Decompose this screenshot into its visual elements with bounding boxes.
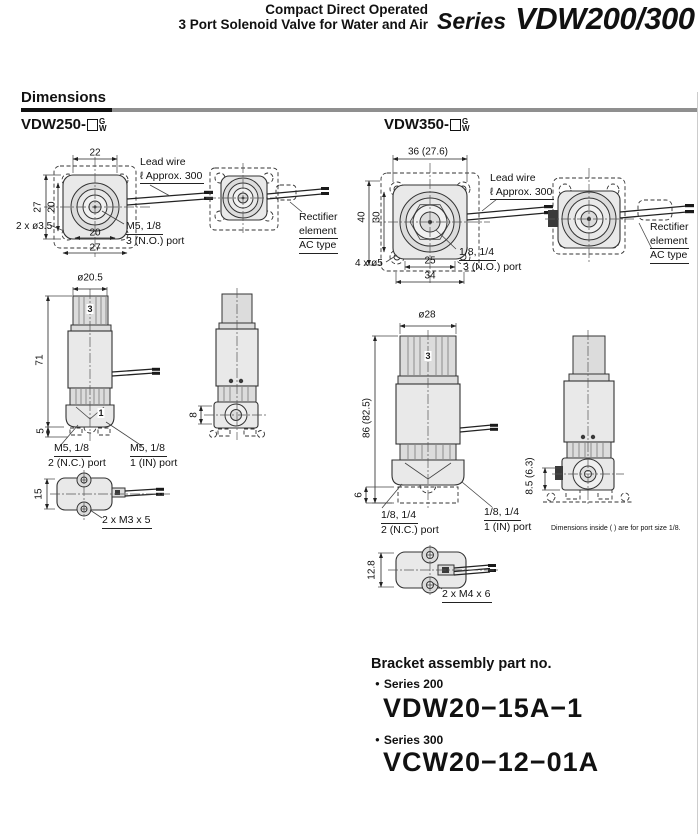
lead-wire-line2: ℓ Approx. 300 bbox=[140, 170, 204, 185]
vdw250-nc-port-label bbox=[48, 442, 106, 470]
in-thread: M5, 1/8 bbox=[130, 442, 167, 457]
vdw250-dim-bottom-height: 15 bbox=[33, 488, 45, 500]
vdw350-no-port-label bbox=[459, 246, 521, 274]
vdw250-bottom-view-drawing bbox=[44, 470, 170, 520]
nc-thread: M5, 1/8 bbox=[54, 442, 91, 457]
bracket-part-no-300: VCW20−12−01A bbox=[383, 747, 600, 777]
vdw350-dim-width-outer: 34 bbox=[424, 270, 436, 282]
vdw350-dim-height-outer: 40 bbox=[356, 211, 368, 223]
vdw250-side-view-drawing bbox=[198, 288, 268, 440]
nc-port: 2 (N.C.) port bbox=[381, 523, 439, 536]
vdw250-dim-height-outer: 27 bbox=[32, 201, 44, 213]
vdw250-m3-label bbox=[102, 514, 152, 529]
port-name: 3 (N.O.) port bbox=[126, 234, 185, 247]
rectifier-line2: element bbox=[299, 225, 338, 240]
m3-thread: 2 x M3 x 5 bbox=[102, 514, 152, 529]
vdw250-dim-side-port: 8 bbox=[188, 412, 200, 418]
vdw350-holes-label: 4 x ø5 bbox=[355, 258, 383, 269]
subtitle-line2: 3 Port Solenoid Valve for Water and Air bbox=[178, 16, 428, 32]
vdw350-dim-width-top: 36 (27.6) bbox=[407, 146, 449, 158]
vdw350-side-view-drawing bbox=[542, 330, 632, 506]
vdw250-lead-wire-label bbox=[140, 156, 204, 184]
rectifier-line1: Rectifier bbox=[650, 221, 689, 233]
vdw250-port-number-3: 3 bbox=[87, 304, 93, 314]
option-w: W bbox=[99, 124, 107, 133]
vdw350-dim-height: 86 (82.5) bbox=[361, 397, 373, 439]
option-w: W bbox=[462, 124, 470, 133]
port-name: 3 (N.O.) port bbox=[463, 260, 522, 273]
subtitle-line1: Compact Direct Operated bbox=[265, 2, 428, 17]
in-thread: 1/8, 1/4 bbox=[484, 506, 521, 521]
vdw350-in-port-label bbox=[484, 506, 531, 534]
model-name-left: VDW250- bbox=[21, 116, 87, 133]
vdw350-front-view-drawing bbox=[366, 323, 498, 508]
option-g: G bbox=[462, 116, 469, 126]
vdw350-dim-width-inner: 25 bbox=[424, 255, 436, 267]
m4-thread: 2 x M4 x 6 bbox=[442, 588, 492, 603]
rectifier-line2: element bbox=[650, 235, 689, 250]
vdw250-holes-label: 2 x ø3.5 bbox=[16, 221, 53, 232]
section-title: Dimensions bbox=[21, 89, 107, 106]
vdw350-rectifier-label bbox=[650, 221, 689, 264]
vdw350-m4-label bbox=[442, 588, 492, 603]
in-port: 1 (IN) port bbox=[484, 520, 532, 533]
vdw350-port-number-3: 3 bbox=[425, 351, 431, 361]
lead-wire-line1: Lead wire bbox=[490, 172, 536, 184]
vdw250-dim-width-inner: 20 bbox=[89, 227, 101, 239]
vdw350-dim-height-inner: 30 bbox=[371, 211, 383, 223]
vdw350-dim-bottom-height: 12.8 bbox=[366, 560, 378, 580]
bracket-title: Bracket assembly part no. bbox=[371, 656, 552, 672]
rectifier-line3: AC type bbox=[299, 239, 338, 254]
bracket-part-no-200: VDW20−15A−1 bbox=[383, 693, 584, 723]
vdw350-lead-wire-label bbox=[490, 172, 554, 200]
bracket-series-300: ● Series 300 bbox=[375, 733, 443, 747]
vdw350-dim-side-port: 8.5 (6.3) bbox=[524, 457, 536, 495]
nc-thread: 1/8, 1/4 bbox=[381, 509, 418, 524]
nc-port: 2 (N.C.) port bbox=[48, 456, 106, 469]
vdw250-front-view-drawing bbox=[45, 287, 160, 446]
model-name-right: VDW350- bbox=[384, 116, 450, 133]
port-thread: 1/8, 1/4 bbox=[459, 246, 496, 261]
series-prefix: Series bbox=[437, 8, 507, 34]
vdw250-rectifier-label bbox=[299, 211, 338, 254]
rectifier-line3: AC type bbox=[650, 249, 689, 264]
lead-wire-line1: Lead wire bbox=[140, 156, 186, 168]
in-port: 1 (IN) port bbox=[130, 456, 178, 469]
port-thread: M5, 1/8 bbox=[126, 220, 163, 235]
rectifier-line1: Rectifier bbox=[299, 211, 338, 223]
vdw250-in-port-label bbox=[130, 442, 177, 470]
vdw250-dim-height-inner: 20 bbox=[46, 201, 58, 213]
lead-wire-line2: ℓ Approx. 300 bbox=[490, 186, 554, 201]
vdw250-dim-diameter: ø20.5 bbox=[77, 272, 103, 284]
vdw250-dim-height: 71 bbox=[34, 354, 46, 366]
vdw250-dim-width-outer: 27 bbox=[89, 242, 101, 254]
series-name: VDW200/300 bbox=[515, 1, 695, 36]
bracket-series-200: ● Series 200 bbox=[375, 677, 443, 691]
option-g: G bbox=[99, 116, 106, 126]
vdw350-dim-diameter: ø28 bbox=[418, 309, 436, 321]
vdw350-nc-port-label bbox=[381, 509, 439, 537]
port-size-note: Dimensions inside ( ) are for port size 1/8. bbox=[551, 525, 681, 532]
vdw250-dim-width-top: 22 bbox=[89, 147, 101, 159]
vdw250-no-port-label bbox=[126, 220, 184, 248]
vdw250-dim-base: 5 bbox=[35, 428, 47, 434]
vdw350-dim-base: 6 bbox=[353, 492, 365, 498]
vdw250-port-number-1: 1 bbox=[98, 408, 104, 418]
